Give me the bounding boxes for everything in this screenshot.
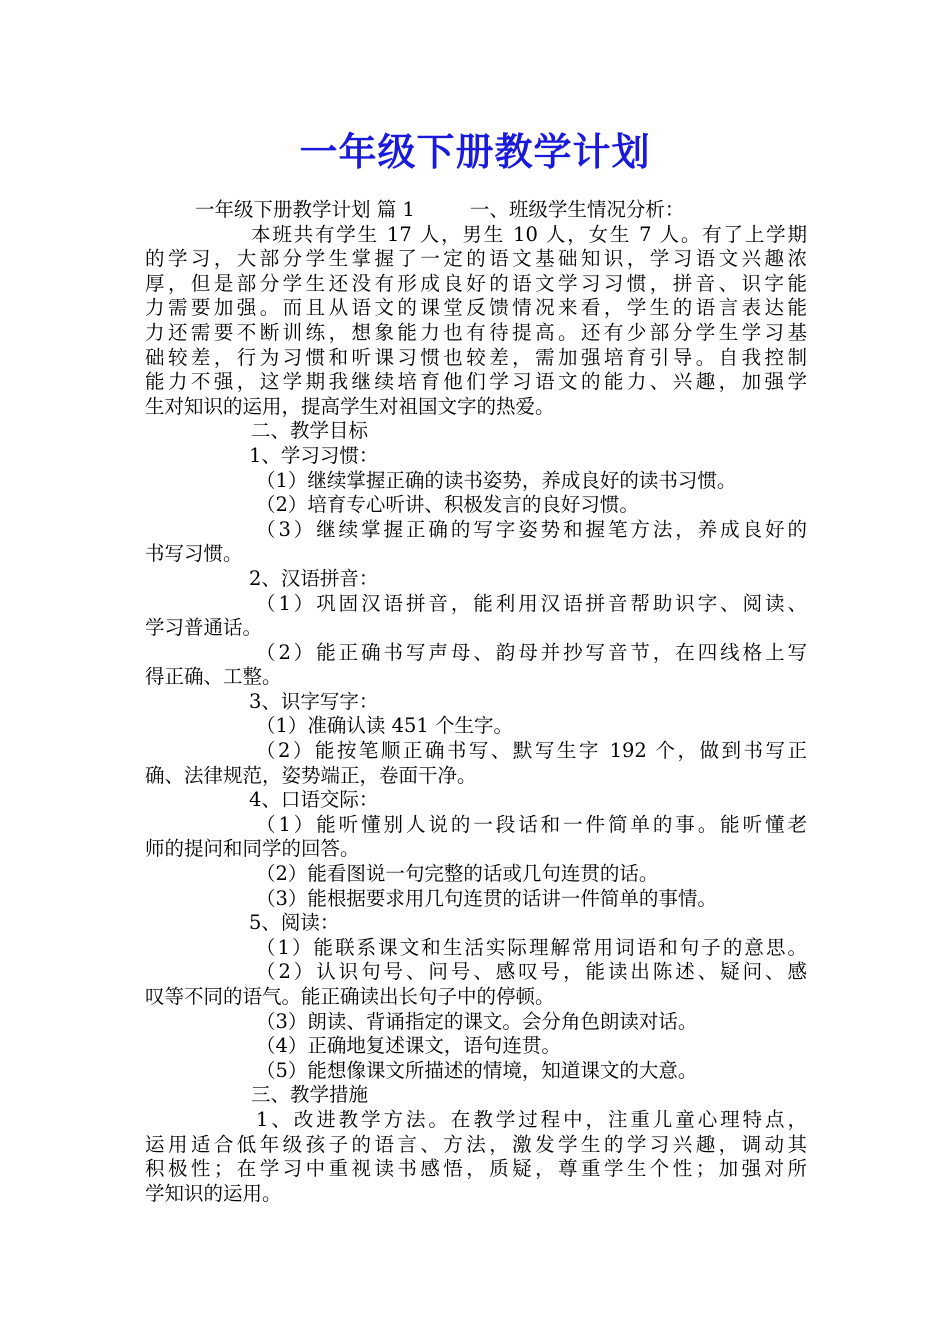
section-heading: 二、教学目标 [251,419,369,443]
paragraph-line: 积极性；在学习中重视读书感悟，质疑，尊重学生个性；加强对所 [145,1157,807,1181]
paragraph-line: 本班共有学生 17 人，男生 10 人，女生 7 人。有了上学期 [251,222,807,246]
subsection-heading: 3、识字写字： [249,689,379,713]
list-item-continuation: 得正确、工整。 [145,665,282,689]
plan-heading-line [145,198,807,223]
document-title: 一年级下册教学计划 [299,129,651,174]
list-item: （2）培育专心听讲、积极发言的良好习惯。 [256,493,639,517]
list-item-continuation: 师的提问和同学的回答。 [145,837,360,861]
paragraph-line: 学知识的运用。 [145,1181,282,1205]
subsection-heading: 4、口语交际： [249,788,379,812]
subsection-heading: 1、学习习惯： [249,443,379,467]
paragraph-line: 生对知识的运用，提高学生对祖国文字的热爱。 [145,394,555,418]
list-item: （2）能按笔顺正确书写、默写生字 192 个，做到书写正 [256,739,807,763]
subsection-heading: 2、汉语拼音： [249,566,379,590]
section-heading: 一、班级学生情况分析： [469,198,685,221]
subsection-heading: 5、阅读： [249,911,340,935]
list-item: （5）能想像课文所描述的情境，知道课文的大意。 [256,1058,698,1082]
list-item: （3）朗读、背诵指定的课文。会分角色朗读对话。 [256,1009,698,1033]
paragraph-line: 础较差，行为习惯和听课习惯也较差，需加强培育引导。自我控制 [145,345,807,369]
plan-heading: 一年级下册教学计划 篇 1 [195,198,415,221]
list-item: （2）认识句号、问号、感叹号，能读出陈述、疑问、感 [256,960,807,984]
list-item: （3）继续掌握正确的写字姿势和握笔方法，养成良好的 [256,517,807,541]
list-item-continuation: 确、法律规范，姿势端正，卷面干净。 [145,763,477,787]
list-item: （1）继续掌握正确的读书姿势，养成良好的读书习惯。 [256,468,737,492]
paragraph-line: 厚，但是部分学生还没有形成良好的语文学习习惯，拼音、识字能 [145,271,807,295]
list-item-continuation: 学习普通话。 [145,616,263,640]
paragraph-line: 运用适合低年级孩子的语言、方法，激发学生的学习兴趣，调动其 [145,1132,807,1156]
document-body [145,198,807,1206]
list-item-continuation: 书写习惯。 [145,542,243,566]
list-item: （1）能听懂别人说的一段话和一件简单的事。能听懂老 [256,812,807,836]
list-item: （2）能看图说一句完整的话或几句连贯的话。 [256,862,659,886]
paragraph-line: 的学习，大部分学生掌握了一定的语文基础知识，学习语文兴趣浓 [145,247,807,271]
paragraph-line: 力还需要不断训练，想象能力也有待提高。还有少部分学生学习基 [145,320,807,344]
list-item: （1）能联系课文和生活实际理解常用词语和句子的意思。 [256,935,807,959]
list-item: （3）能根据要求用几句连贯的话讲一件简单的事情。 [256,886,717,910]
list-item: （1）准确认读 451 个生字。 [256,714,514,738]
list-item: （2）能正确书写声母、韵母并抄写音节，在四线格上写 [256,640,807,664]
list-item: （4）正确地复述课文，语句连贯。 [256,1034,561,1058]
paragraph-line: 能力不强，这学期我继续培育他们学习语文的能力、兴趣，加强学 [145,370,807,394]
section-heading: 三、教学措施 [251,1083,369,1107]
list-item: （1）巩固汉语拼音，能利用汉语拼音帮助识字、阅读、 [256,591,807,615]
list-item-continuation: 叹等不同的语气。能正确读出长句子中的停顿。 [145,985,555,1008]
paragraph-line: 1、改进教学方法。在教学过程中，注重儿童心理特点， [256,1107,807,1131]
paragraph-line: 力需要加强。而且从语文的课堂反馈情况来看，学生的语言表达能 [145,296,807,320]
